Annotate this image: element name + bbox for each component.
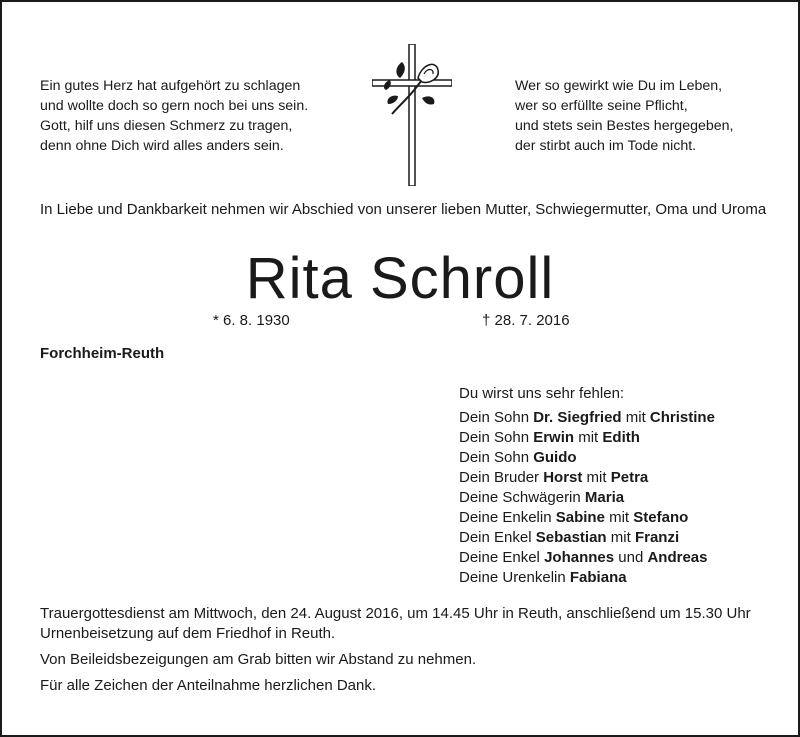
mourner-connector: mit: [582, 469, 611, 486]
mourner-relation: Deine Enkelin: [459, 509, 556, 526]
mourner-relation: Dein Sohn: [459, 409, 534, 426]
condolence-text: Von Beileidsbezeigungen am Grab bitten wir Abstand zu nehmen.: [40, 651, 477, 668]
mourner-name: Guido: [533, 449, 577, 466]
mourner-connector: mit: [574, 429, 603, 446]
mourner-partner-name: Franzi: [634, 529, 680, 546]
poem-right: Wer so gewirkt wie Du im Leben, wer so erfüllte seine Pflicht, und stets sein Bestes hergegeben, der stirbt auch im Tode nicht.: [515, 78, 734, 154]
mourner-relation: Dein Sohn: [459, 449, 534, 466]
mourner-name: Sabine: [555, 509, 605, 526]
mourner-partner-name: Christine: [649, 409, 715, 426]
place-name: Forchheim-Reuth: [40, 345, 165, 362]
cross-with-rose-icon: [372, 44, 452, 186]
mourner-row: [459, 428, 715, 448]
poem-left: Ein gutes Herz hat aufgehört zu schlagen und wollte doch so gern noch bei uns sein. Gott, hilf uns diesen Schmerz zu tragen, denn ohne Dich wird alles anders sein.: [40, 78, 309, 154]
mourner-connector: und: [614, 549, 648, 566]
mourner-partner-name: Andreas: [647, 549, 708, 566]
mourner-row: [459, 508, 715, 528]
mourner-name: Erwin: [533, 429, 575, 446]
mourner-relation: Dein Enkel: [459, 529, 536, 546]
intro-text: In Liebe und Dankbarkeit nehmen wir Abschied von unserer lieben Mutter, Schwiegermutter, Oma und Uroma: [40, 201, 767, 218]
mourner-name: Johannes: [544, 549, 615, 566]
birth-date: * 6. 8. 1930: [213, 312, 290, 329]
mourner-partner-name: Petra: [610, 469, 649, 486]
thanks-text: Für alle Zeichen der Anteilnahme herzlichen Dank.: [40, 677, 377, 694]
mourners-heading: Du wirst uns sehr fehlen:: [459, 385, 625, 402]
mourner-row: [459, 448, 715, 468]
mourner-row: [459, 488, 715, 508]
mourner-connector: mit: [606, 529, 635, 546]
mourner-relation: Deine Urenkelin: [459, 569, 570, 586]
mourners-list: [459, 384, 715, 588]
death-date: † 28. 7. 2016: [482, 312, 570, 329]
mourner-connector: mit: [621, 409, 650, 426]
service-text: Trauergottesdienst am Mittwoch, den 24. August 2016, um 14.45 Uhr in Reuth, anschließend um 15.30 Uhr Urnenbeisetzung auf dem Friedhof in Reuth.: [40, 605, 751, 642]
service-info: [40, 604, 770, 702]
mourner-relation: Dein Bruder: [459, 469, 544, 486]
mourner-row: [459, 548, 715, 568]
mourner-row: [459, 408, 715, 428]
mourner-name: Fabiana: [569, 569, 627, 586]
mourner-name: Horst: [543, 469, 583, 486]
mourner-name: Sebastian: [535, 529, 607, 546]
mourner-name: Maria: [584, 489, 625, 506]
mourner-row: [459, 528, 715, 548]
mourner-connector: mit: [604, 509, 634, 526]
mourner-relation: Deine Enkel: [459, 549, 545, 566]
mourner-partner-name: Edith: [602, 429, 640, 446]
mourner-relation: Deine Schwägerin: [459, 489, 585, 506]
mourner-row: [459, 468, 715, 488]
mourner-relation: Dein Sohn: [459, 429, 534, 446]
mourner-name: Dr. Siegfried: [533, 409, 622, 426]
mourner-partner-name: Stefano: [633, 509, 689, 526]
mourner-row: [459, 568, 715, 588]
deceased-name: Rita Schroll: [245, 246, 555, 311]
